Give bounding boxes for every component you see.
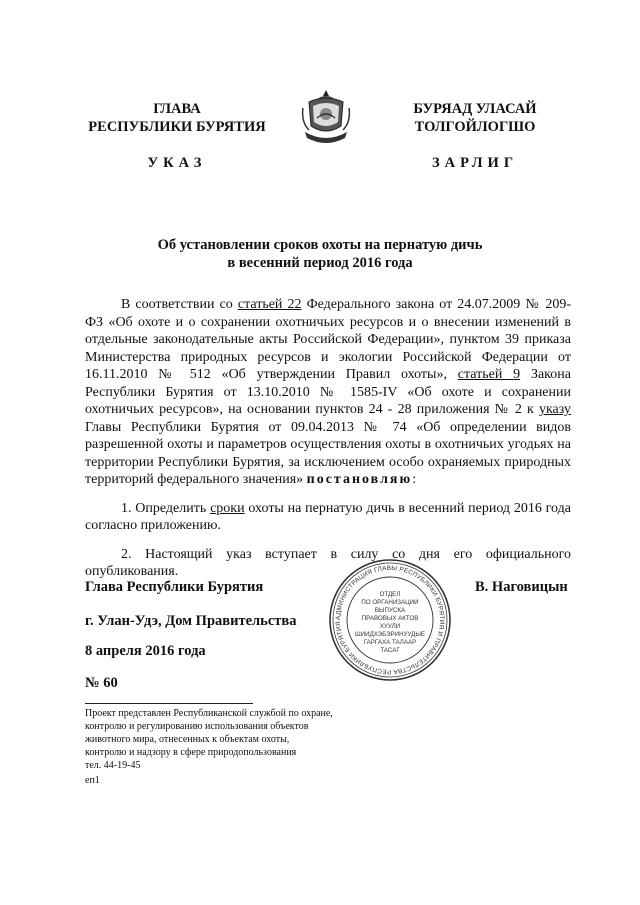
stamp-line8: ТАСАГ xyxy=(380,647,400,654)
resolve-word: постановляю xyxy=(306,472,413,487)
law-article-9-link[interactable]: статьей 9 xyxy=(457,367,521,382)
preamble-text-a: В соответствии со xyxy=(121,297,238,312)
signing-place: г. Улан-Удэ, Дом Правительства xyxy=(85,613,297,629)
signatory-position: Глава Республики Бурятия xyxy=(85,579,264,595)
footnote-line4: контролю и надзору в сфере природопользования xyxy=(85,747,297,758)
signatory-name: В. Наговицын xyxy=(475,579,568,595)
header-left xyxy=(62,100,292,172)
signing-date: 8 апреля 2016 года xyxy=(85,643,206,659)
buryatia-coat-of-arms-icon xyxy=(299,88,353,148)
footnote-line2: контролю и регулированию использования объектов xyxy=(85,721,309,732)
footnote-line1: Проект представлен Республиканской службой по охране, xyxy=(85,708,333,719)
footnote-phone: тел. 44-19-45 xyxy=(85,760,141,771)
doc-type-zarlig: ЗАРЛИГ xyxy=(431,155,519,171)
header-right xyxy=(360,100,590,172)
stamp-line7: ГАРГАХА ТАЛААР xyxy=(363,639,417,646)
footnote-line3: животного мира, отнесенных к объектам охоты, xyxy=(85,734,290,745)
clause-1-text-b: охоты на пернатую дичь в весенний период 2016 года согласно приложению. xyxy=(85,500,571,533)
header-left-line1: ГЛАВА xyxy=(153,101,201,117)
stamp-line3: ВЫПУСКА xyxy=(374,607,406,614)
clause-1 xyxy=(85,500,571,535)
preamble-text-b: Федерального закона от 24.07.2009 № 209-ФЗ «Об охоте и о сохранении охотничьих ресурсов и о внесении изменений в отдельные законодательные акты Российской Федерации», пунктом 39 приказа Министерства природных ресурсов и экологии Российской Федерации от 16.11.2010 № 512 «Об утверждении Правил охоты», xyxy=(85,297,571,382)
decree-number: № 60 xyxy=(85,675,118,691)
stamp-line1: ОТДЕЛ xyxy=(379,591,401,598)
preamble-text-d: Главы Республики Бурятия от 09.04.2013 № 74 «Об определении видов разрешенной охоты и параметров осуществления охоты в охотничьих угодьях на территории Республики Бурятия, за исключением особо охраняемых природных территорий федерального значения» xyxy=(85,419,571,487)
document-title xyxy=(70,236,570,272)
document-body xyxy=(85,296,571,581)
header-right-line2: ТОЛГОЙЛОГШО xyxy=(414,119,536,135)
stamp-line2: ПО ОРГАНИЗАЦИИ xyxy=(361,599,419,606)
document-code: еп1 xyxy=(85,775,100,786)
header-right-line1: БУРЯАД УЛАСАЙ xyxy=(413,101,537,117)
terms-link[interactable]: сроки xyxy=(210,500,245,516)
stamp-line5: ХУУЛИ xyxy=(379,623,401,630)
preamble-text-e: : xyxy=(412,472,417,487)
official-stamp xyxy=(328,558,452,682)
title-line1: Об установлении сроков охоты на пернатую дичь xyxy=(157,237,483,253)
preamble-paragraph xyxy=(85,296,571,489)
clause-2: 2. Настоящий указ вступает в силу со дня его официального опубликования. xyxy=(85,546,571,579)
clause-1-text-a: 1. Определить xyxy=(121,500,211,516)
footnote xyxy=(85,707,405,772)
stamp-line6: ШИИДХЭБЭРИНУУДЫЕ xyxy=(355,631,425,638)
law-article-22-link[interactable]: статьей 22 xyxy=(237,297,302,312)
stamp-ring-text: АДМИНИСТРАЦИЯ ГЛАВЫ РЕСПУБЛИКИ БУРЯТИЯ И ПРАВИТЕЛЬСТВА РЕСПУБЛИКИ БУРЯТИЯ xyxy=(334,564,446,676)
header-left-line2: РЕСПУБЛИКИ БУРЯТИЯ xyxy=(88,119,266,135)
preamble-text-c: Закона Республики Бурятия от 13.10.2010 № 1585-IV «Об охоте и сохранении охотничьих ресурсов», на основании пунктов 24 - 28 приложения № 2 к xyxy=(85,367,571,417)
footnote-divider xyxy=(85,703,253,704)
stamp-line4: ПРАВОВЫХ АКТОВ xyxy=(361,615,419,622)
title-line2: в весенний период 2016 года xyxy=(227,255,413,271)
doc-type-ukaz: УКАЗ xyxy=(147,155,207,171)
decree-link[interactable]: указу xyxy=(538,402,571,417)
